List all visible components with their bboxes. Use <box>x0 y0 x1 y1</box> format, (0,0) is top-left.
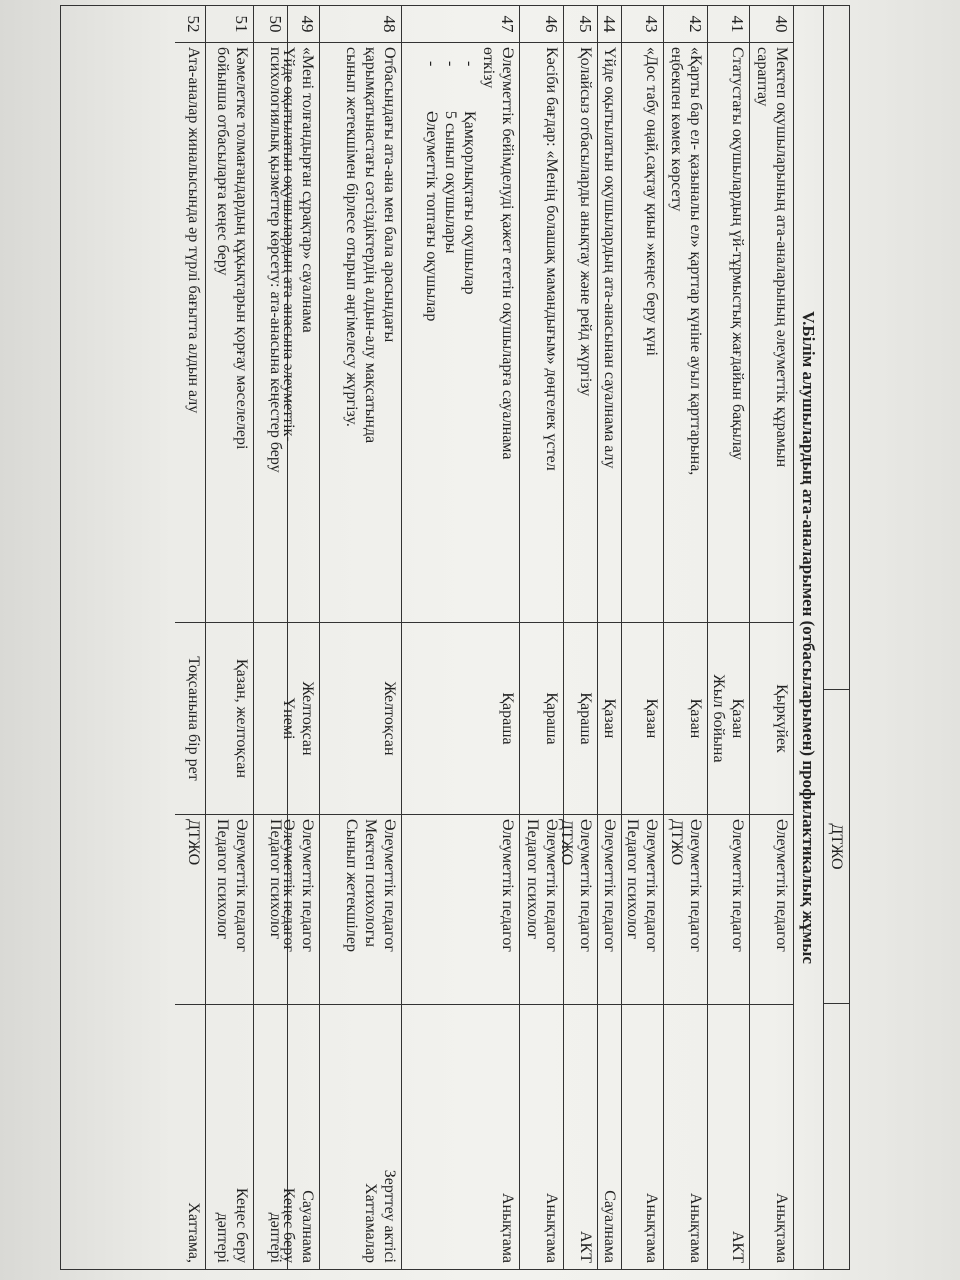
responsible-text: Мектеп психологы <box>362 819 379 948</box>
table-row <box>253 6 287 1269</box>
activity-text: Мектеп оқушыларының ата-аналарының әлеуметтік құрамын <box>773 47 790 468</box>
completion-form-text: дәптері <box>267 1212 284 1263</box>
deadline-cell <box>280 622 319 814</box>
activity-text: сараптау <box>754 47 771 107</box>
activity-text: «Қарты бар ел- қазыналы ел» қарттар күніне ауыл қарттарына, <box>687 47 704 476</box>
table-row <box>707 6 749 1269</box>
activity-cell <box>320 42 401 622</box>
completion-form-text: Анықтама <box>687 1192 704 1263</box>
table-row <box>175 6 205 1269</box>
table-row <box>749 6 793 1269</box>
deadline-text: Жыл бойына <box>710 674 727 763</box>
activity-cell <box>622 42 663 622</box>
activity-cell <box>175 42 205 622</box>
activity-text: Қолайсыз отбасыларды анықтау және рейд жүргізу <box>577 47 594 397</box>
responsible-cell <box>598 814 621 1004</box>
deadline-cell <box>564 622 597 814</box>
completion-form-cell <box>402 1004 519 1271</box>
deadline-text: Қазан <box>643 698 660 739</box>
activity-text: сынып жетекшімен бірлесе отырып әңгімелесу жүргізу. <box>343 47 360 427</box>
completion-form-cell <box>520 1004 563 1271</box>
responsible-text: Педагог психолог <box>524 819 541 940</box>
row-number: 41 <box>728 15 747 33</box>
responsible-text: Педагог психолог <box>214 819 231 940</box>
deadline-cell <box>622 622 663 814</box>
completion-form-text: Кеңес беру <box>233 1187 250 1263</box>
row-number: 46 <box>542 15 561 33</box>
completion-form-cell <box>280 1004 319 1271</box>
table-row <box>621 6 663 1269</box>
row-number: 49 <box>298 15 317 33</box>
responsible-cell <box>750 814 793 1004</box>
activity-cell <box>520 42 563 622</box>
deadline-text: Желтоқсан <box>381 681 398 756</box>
deadline-cell <box>254 622 287 814</box>
completion-form-text: Анықтама <box>543 1192 560 1263</box>
deadline-cell <box>402 622 519 814</box>
responsible-text: Әлеуметтік педагог <box>381 819 398 952</box>
deadline-cell <box>664 622 707 814</box>
responsible-text: Педагог психолог <box>624 819 641 940</box>
responsible-text: Әлеуметтік педагог <box>687 819 704 952</box>
activity-cell <box>280 42 319 622</box>
activity-text: Отбасындағы ата-ана мен бала арасындағы <box>381 47 398 343</box>
completion-form-text: Анықтама <box>773 1192 790 1263</box>
table-row <box>205 6 253 1269</box>
responsible-text: ДТЖО <box>558 819 575 866</box>
activity-text: Әлеуметтік бейімделуді қажет ететін оқушыларға сауалнама <box>499 47 516 460</box>
activity-cell <box>598 42 621 622</box>
deadline-cell <box>320 622 401 814</box>
responsible-text: Педагог психолог <box>267 819 284 940</box>
deadline-text: Қазан <box>687 698 704 739</box>
responsible-text: Әлеуметтік педагог <box>233 819 250 952</box>
row-number: 47 <box>498 15 517 33</box>
deadline-cell <box>750 622 793 814</box>
row-number: 45 <box>576 15 595 33</box>
completion-form-text: АКТ <box>729 1231 746 1263</box>
work-plan-table <box>60 5 850 1270</box>
activity-bullet: - Қамқорлықтағы оқушылар <box>460 47 479 618</box>
activity-cell <box>708 42 749 622</box>
deadline-text: Қараша <box>577 692 594 745</box>
deadline-text: Қыркүйек <box>773 684 790 753</box>
activity-text: Үйде оқытылатын оқушылардың ата-анасына әлеуметтік- <box>280 47 297 442</box>
responsible-cell <box>206 814 253 1004</box>
row-number: 51 <box>232 15 251 33</box>
deadline-cell <box>175 622 205 814</box>
responsible-cell <box>664 814 707 1004</box>
responsible-cell <box>520 814 563 1004</box>
activity-cell <box>206 42 253 622</box>
activity-text: «Дос табу оңай,сақтау қиын »кеңес беру күні <box>643 47 660 356</box>
completion-form-cell <box>598 1004 621 1271</box>
activity-text: Ата-аналар жиналысында әр түрлі бағытта алдын алу <box>185 47 202 414</box>
activity-text: Статустағы оқушылардың үй-тұрмыстық жағдайын бақылау <box>729 47 746 460</box>
table-row <box>663 6 707 1269</box>
responsible-text: Әлеуметтік педагог <box>499 819 516 952</box>
completion-form-text: Анықтама <box>499 1192 516 1263</box>
activity-text: психологиялық қызметтер көрсету: ата-анасына кеңестер беру <box>267 47 284 473</box>
completion-form-text: Хаттамалар <box>362 1183 379 1263</box>
top-responsible-cell: ДТЖО <box>823 689 849 1004</box>
activity-text: Кәмелетке толмағандардың құқықтарын қорғау мәселелері <box>233 47 250 450</box>
deadline-cell <box>708 622 749 814</box>
completion-form-cell <box>254 1004 287 1271</box>
responsible-text: Әлеуметтік педагог <box>543 819 560 952</box>
table-row <box>280 6 319 1269</box>
completion-form-cell <box>664 1004 707 1271</box>
table-row <box>519 6 563 1269</box>
activity-text: бойынша отбасыларға кеңес беру <box>214 47 231 276</box>
completion-form-text: Кеңес беру <box>280 1187 297 1263</box>
activity-text: Кәсіби бағдар: «Менің болашақ мамандығым» дөңгелек үстел <box>543 47 560 471</box>
deadline-text: Желтоқсан <box>299 681 316 756</box>
row-number: 43 <box>642 15 661 33</box>
completion-form-text: Хаттама, <box>185 1202 202 1263</box>
deadline-text: Тоқсанына бір рет <box>185 656 202 781</box>
responsible-text: Әлеуметтік педагог <box>299 819 316 952</box>
completion-form-text: Анықтама <box>643 1192 660 1263</box>
activity-cell <box>664 42 707 622</box>
activity-bullet: - 5 сынып оқушылары <box>441 47 460 618</box>
responsible-text: ДТЖО <box>185 819 202 866</box>
responsible-cell <box>320 814 401 1004</box>
row-number: 42 <box>686 15 705 33</box>
activity-text: еңбекпен көмек көрсету <box>668 47 685 212</box>
activity-cell <box>564 42 597 622</box>
deadline-text: Қараша <box>543 692 560 745</box>
completion-form-text: Зерттеу актісі <box>381 1169 398 1263</box>
responsible-cell <box>280 814 319 1004</box>
responsible-cell <box>558 814 597 1004</box>
responsible-text: Әлеуметтік педагог <box>729 819 746 952</box>
responsible-text: Әлеуметтік педагог <box>773 819 790 952</box>
activity-text: Үйде оқытылатын оқушылардың ата-анасынан сауалнама алу <box>601 47 618 469</box>
responsible-cell <box>708 814 749 1004</box>
deadline-text: Үнемі <box>280 697 297 740</box>
completion-form-text: Сауалнама <box>601 1190 618 1263</box>
responsible-text: Әлеуметтік педагог <box>577 819 594 952</box>
deadline-cell <box>206 622 253 814</box>
responsible-cell <box>175 814 205 1004</box>
responsible-cell <box>622 814 663 1004</box>
table-top-strip <box>823 6 849 1269</box>
responsible-cell <box>254 814 287 1004</box>
completion-form-text: Сауалнама <box>299 1190 316 1263</box>
row-number: 40 <box>772 15 791 33</box>
table-row <box>558 6 597 1269</box>
deadline-cell <box>520 622 563 814</box>
row-number: 48 <box>380 15 399 33</box>
responsible-text: Әлеуметтік педагог <box>601 819 618 952</box>
completion-form-text: дәптері <box>214 1212 231 1263</box>
deadline-cell <box>598 622 621 814</box>
responsible-text: Әлеуметтік педагог <box>643 819 660 952</box>
table-row <box>401 6 519 1269</box>
section-title: V.Білім алушылардың ата-аналарымен (отбасыларымен) профилактикалық жұмыс <box>793 6 823 1269</box>
row-number: 44 <box>600 15 619 33</box>
deadline-text: Қазан <box>729 698 746 739</box>
activity-text: өткізу <box>480 47 497 89</box>
responsible-text: Әлеуметтік педагог <box>280 819 297 952</box>
completion-form-cell <box>622 1004 663 1271</box>
activity-cell <box>750 42 793 622</box>
completion-form-cell <box>175 1004 205 1271</box>
activity-text: қарымқатынастағы сәтсіздіктердің алдын-алу мақсатында <box>362 47 379 444</box>
completion-form-cell <box>320 1004 401 1271</box>
table-row <box>597 6 621 1269</box>
activity-cell <box>254 42 287 622</box>
responsible-cell <box>402 814 519 1004</box>
completion-form-cell <box>750 1004 793 1271</box>
completion-form-cell <box>708 1004 749 1271</box>
responsible-text: Сынып жетекшілер <box>343 819 360 952</box>
row-number: 50 <box>266 15 285 33</box>
activity-text: «Мені толғандырған сұрақтар» сауалнама <box>299 47 316 333</box>
table-row <box>319 6 401 1269</box>
activity-bullet: - Әлеуметтік топтағы оқушылар <box>422 47 441 618</box>
completion-form-cell <box>206 1004 253 1271</box>
completion-form-cell <box>564 1004 597 1271</box>
completion-form-text: АКТ <box>577 1231 594 1263</box>
deadline-text: Қазан, желтоқсан <box>233 658 250 779</box>
deadline-text: Қазан <box>601 698 618 739</box>
row-number: 52 <box>184 15 203 33</box>
responsible-text: ДТЖО <box>668 819 685 866</box>
deadline-text: Қараша <box>499 692 516 745</box>
activity-cell <box>402 42 519 622</box>
